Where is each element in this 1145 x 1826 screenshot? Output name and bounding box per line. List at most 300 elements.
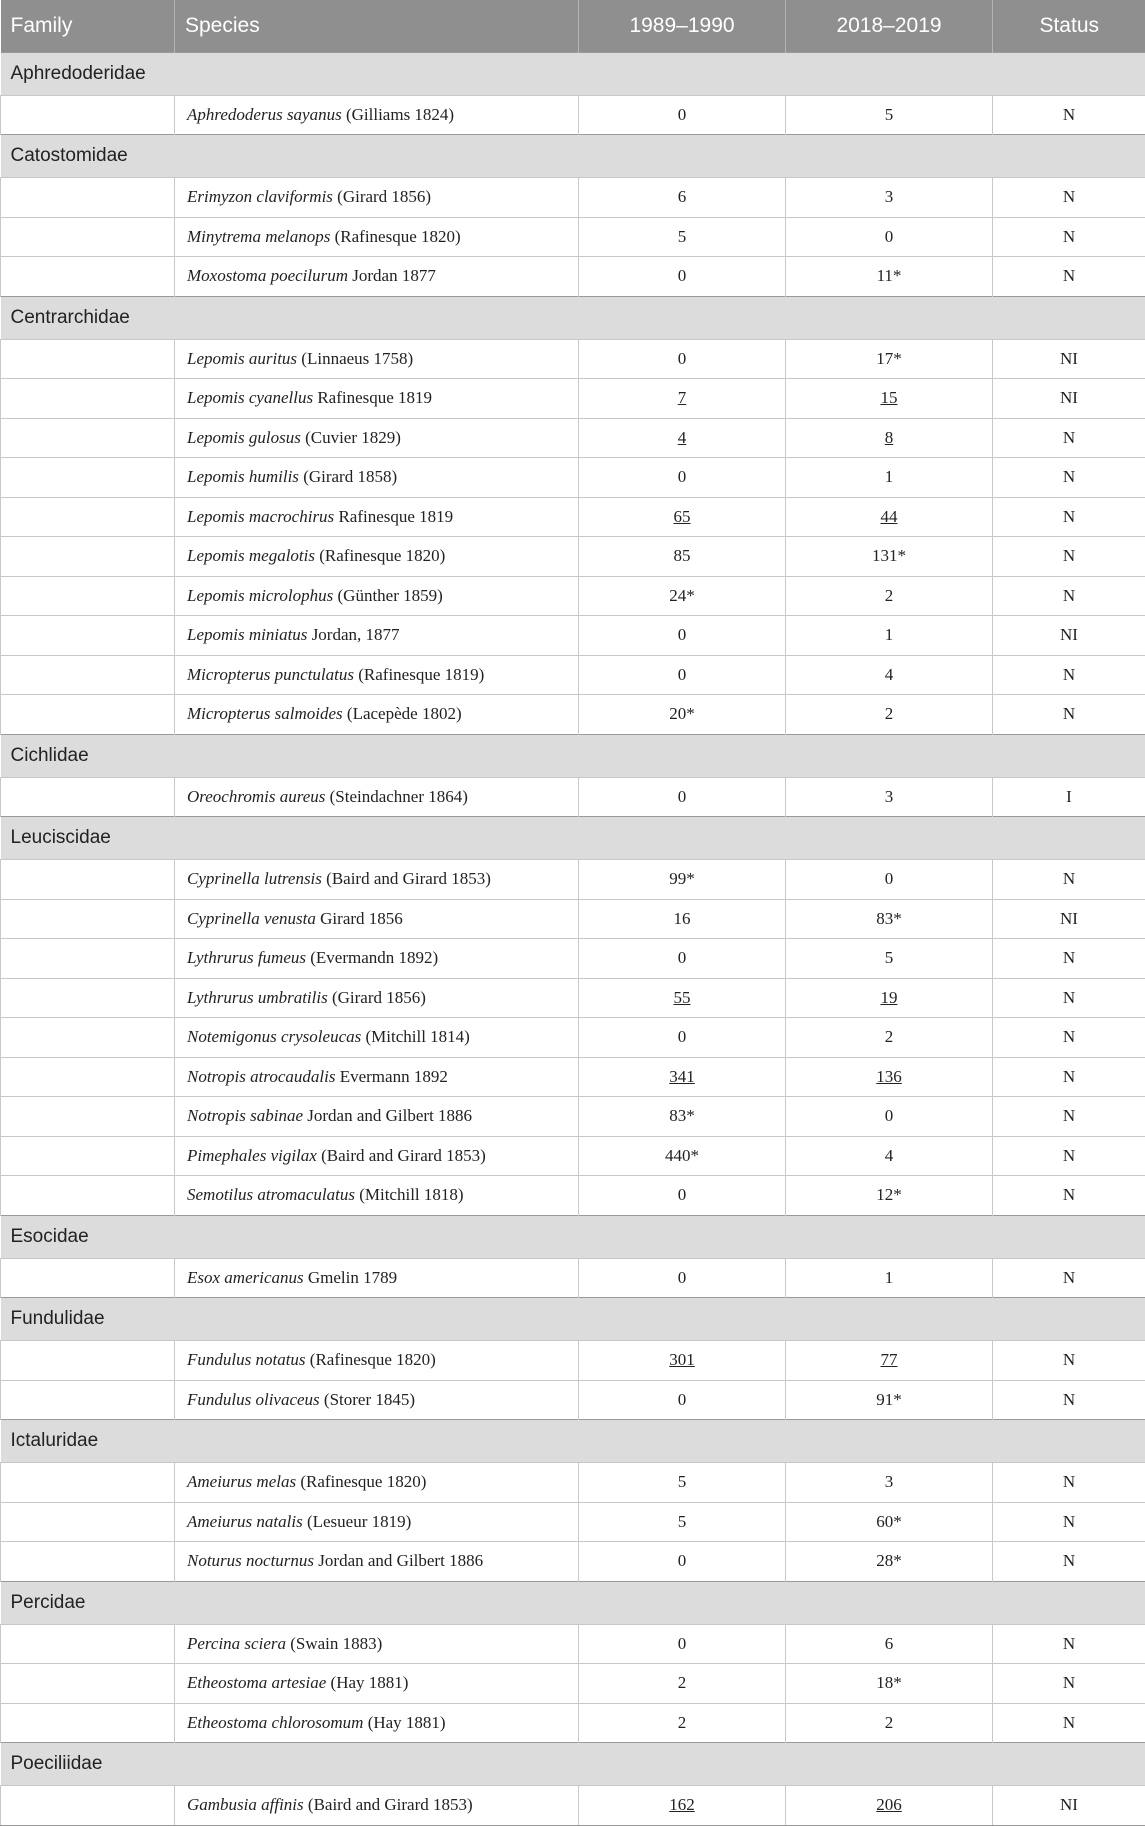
count-1989-1990: 0	[579, 1018, 786, 1058]
species-authority: (Mitchill 1814)	[365, 1027, 469, 1046]
status-cell: N	[993, 655, 1145, 695]
count-1989-1990: 5	[579, 1463, 786, 1503]
family-name: Aphredoderidae	[1, 52, 1145, 95]
species-cell	[175, 777, 579, 817]
table-row	[1, 939, 1145, 979]
count-1989-1990: 0	[579, 1542, 786, 1582]
status-cell: N	[993, 576, 1145, 616]
header-species: Species	[175, 0, 579, 52]
count-1989-1990: 162	[579, 1786, 786, 1826]
family-row	[1, 734, 1145, 777]
species-binomial: Lepomis gulosus	[187, 428, 301, 447]
table-row	[1, 339, 1145, 379]
species-authority: (Rafinesque 1819)	[358, 665, 484, 684]
species-binomial: Aphredoderus sayanus	[187, 105, 342, 124]
count-1989-1990: 55	[579, 978, 786, 1018]
count-1989-1990: 0	[579, 1176, 786, 1216]
species-authority: (Mitchill 1818)	[359, 1185, 463, 1204]
species-binomial: Oreochromis aureus	[187, 787, 325, 806]
count-2018-2019: 91*	[786, 1380, 993, 1420]
table-row	[1, 777, 1145, 817]
count-1989-1990: 0	[579, 257, 786, 297]
species-cell	[175, 418, 579, 458]
species-binomial: Cyprinella venusta	[187, 909, 316, 928]
family-cell	[1, 95, 175, 135]
count-2018-2019: 83*	[786, 899, 993, 939]
species-cell	[175, 1703, 579, 1743]
status-cell: N	[993, 257, 1145, 297]
table-row	[1, 217, 1145, 257]
species-binomial: Lepomis auritus	[187, 349, 297, 368]
status-cell: N	[993, 1542, 1145, 1582]
table-row	[1, 1136, 1145, 1176]
family-cell	[1, 616, 175, 656]
table-row	[1, 1502, 1145, 1542]
status-cell: N	[993, 1502, 1145, 1542]
count-2018-2019: 77	[786, 1341, 993, 1381]
species-binomial: Lythrurus fumeus	[187, 948, 306, 967]
species-binomial: Percina sciera	[187, 1634, 286, 1653]
count-1989-1990: 0	[579, 1258, 786, 1298]
status-cell: NI	[993, 1786, 1145, 1826]
family-cell	[1, 576, 175, 616]
status-cell: NI	[993, 339, 1145, 379]
family-name: Percidae	[1, 1581, 1145, 1624]
table-row	[1, 257, 1145, 297]
species-binomial: Gambusia affinis	[187, 1795, 304, 1814]
family-cell	[1, 939, 175, 979]
status-cell: N	[993, 1136, 1145, 1176]
status-cell: N	[993, 537, 1145, 577]
family-cell	[1, 1664, 175, 1704]
family-cell	[1, 860, 175, 900]
status-cell: N	[993, 418, 1145, 458]
family-cell	[1, 178, 175, 218]
species-authority: (Linnaeus 1758)	[301, 349, 413, 368]
table-row	[1, 1380, 1145, 1420]
header-row	[1, 0, 1145, 52]
species-binomial: Esox americanus	[187, 1268, 304, 1287]
species-authority: (Hay 1881)	[368, 1713, 446, 1732]
count-1989-1990: 16	[579, 899, 786, 939]
species-binomial: Erimyzon claviformis	[187, 187, 333, 206]
count-1989-1990: 0	[579, 458, 786, 498]
count-2018-2019: 17*	[786, 339, 993, 379]
status-cell: N	[993, 939, 1145, 979]
species-binomial: Fundulus olivaceus	[187, 1390, 320, 1409]
status-cell: N	[993, 1341, 1145, 1381]
species-cell	[175, 95, 579, 135]
count-2018-2019: 2	[786, 695, 993, 735]
species-authority: (Swain 1883)	[290, 1634, 382, 1653]
family-cell	[1, 655, 175, 695]
family-name: Ictaluridae	[1, 1420, 1145, 1463]
count-1989-1990: 0	[579, 339, 786, 379]
family-row	[1, 52, 1145, 95]
count-2018-2019: 15	[786, 379, 993, 419]
family-name: Leuciscidae	[1, 817, 1145, 860]
species-authority: Rafinesque 1819	[317, 388, 432, 407]
table-row	[1, 178, 1145, 218]
family-cell	[1, 1341, 175, 1381]
status-cell: N	[993, 95, 1145, 135]
species-cell	[175, 1664, 579, 1704]
count-1989-1990: 83*	[579, 1097, 786, 1137]
family-cell	[1, 339, 175, 379]
species-cell	[175, 978, 579, 1018]
count-1989-1990: 440*	[579, 1136, 786, 1176]
count-2018-2019: 2	[786, 576, 993, 616]
status-cell: I	[993, 777, 1145, 817]
count-1989-1990: 6	[579, 178, 786, 218]
table-row	[1, 1786, 1145, 1826]
count-2018-2019: 3	[786, 178, 993, 218]
count-1989-1990: 99*	[579, 860, 786, 900]
table-row	[1, 978, 1145, 1018]
status-cell: N	[993, 458, 1145, 498]
table-row	[1, 537, 1145, 577]
status-cell: N	[993, 1176, 1145, 1216]
table-row	[1, 1057, 1145, 1097]
table-row	[1, 418, 1145, 458]
species-authority: (Lesueur 1819)	[307, 1512, 411, 1531]
count-1989-1990: 5	[579, 217, 786, 257]
family-cell	[1, 1624, 175, 1664]
species-authority: (Gilliams 1824)	[346, 105, 454, 124]
family-cell	[1, 537, 175, 577]
species-binomial: Lepomis megalotis	[187, 546, 315, 565]
species-binomial: Ameiurus natalis	[187, 1512, 303, 1531]
species-authority: Gmelin 1789	[308, 1268, 397, 1287]
family-cell	[1, 1258, 175, 1298]
count-1989-1990: 4	[579, 418, 786, 458]
species-binomial: Micropterus salmoides	[187, 704, 343, 723]
family-cell	[1, 695, 175, 735]
family-row	[1, 817, 1145, 860]
species-cell	[175, 1463, 579, 1503]
status-cell: N	[993, 1380, 1145, 1420]
status-cell: NI	[993, 899, 1145, 939]
species-cell	[175, 1380, 579, 1420]
species-binomial: Lepomis humilis	[187, 467, 299, 486]
header-family: Family	[1, 0, 175, 52]
count-1989-1990: 341	[579, 1057, 786, 1097]
species-cell	[175, 458, 579, 498]
species-cell	[175, 576, 579, 616]
species-authority: Jordan and Gilbert 1886	[307, 1106, 472, 1125]
count-1989-1990: 0	[579, 1380, 786, 1420]
status-cell: N	[993, 1664, 1145, 1704]
species-binomial: Lepomis macrochirus	[187, 507, 334, 526]
count-2018-2019: 0	[786, 1097, 993, 1137]
count-2018-2019: 136	[786, 1057, 993, 1097]
family-cell	[1, 777, 175, 817]
table-row	[1, 860, 1145, 900]
count-2018-2019: 28*	[786, 1542, 993, 1582]
species-binomial: Lepomis microlophus	[187, 586, 333, 605]
species-authority: Jordan 1877	[352, 266, 436, 285]
count-2018-2019: 3	[786, 1463, 993, 1503]
family-name: Centrarchidae	[1, 296, 1145, 339]
count-1989-1990: 0	[579, 939, 786, 979]
status-cell: N	[993, 1097, 1145, 1137]
species-authority: (Rafinesque 1820)	[335, 227, 461, 246]
family-cell	[1, 1057, 175, 1097]
species-authority: (Hay 1881)	[331, 1673, 409, 1692]
species-authority: (Lacepède 1802)	[347, 704, 462, 723]
species-authority: (Girard 1856)	[337, 187, 431, 206]
table-row	[1, 379, 1145, 419]
status-cell: NI	[993, 379, 1145, 419]
status-cell: N	[993, 1463, 1145, 1503]
species-cell	[175, 1057, 579, 1097]
species-binomial: Etheostoma artesiae	[187, 1673, 326, 1692]
family-row	[1, 1215, 1145, 1258]
species-cell	[175, 178, 579, 218]
table-row	[1, 1018, 1145, 1058]
species-authority: (Rafinesque 1820)	[319, 546, 445, 565]
table-row	[1, 1097, 1145, 1137]
family-cell	[1, 257, 175, 297]
status-cell: N	[993, 1703, 1145, 1743]
status-cell: N	[993, 1624, 1145, 1664]
family-cell	[1, 1542, 175, 1582]
table-row	[1, 695, 1145, 735]
family-name: Poeciliidae	[1, 1743, 1145, 1786]
table-row	[1, 576, 1145, 616]
species-authority: (Girard 1856)	[332, 988, 426, 1007]
species-cell	[175, 1624, 579, 1664]
species-authority: (Rafinesque 1820)	[300, 1472, 426, 1491]
family-cell	[1, 899, 175, 939]
count-1989-1990: 65	[579, 497, 786, 537]
species-authority: Girard 1856	[320, 909, 403, 928]
family-name: Fundulidae	[1, 1298, 1145, 1341]
species-cell	[175, 1502, 579, 1542]
table-body	[1, 52, 1145, 1825]
count-1989-1990: 0	[579, 95, 786, 135]
species-binomial: Pimephales vigilax	[187, 1146, 317, 1165]
species-cell	[175, 1542, 579, 1582]
count-1989-1990: 24*	[579, 576, 786, 616]
count-1989-1990: 2	[579, 1703, 786, 1743]
family-cell	[1, 1097, 175, 1137]
species-cell	[175, 217, 579, 257]
species-binomial: Notropis atrocaudalis	[187, 1067, 335, 1086]
count-2018-2019: 19	[786, 978, 993, 1018]
header-period-1989: 1989–1990	[579, 0, 786, 52]
species-binomial: Cyprinella lutrensis	[187, 869, 322, 888]
family-cell	[1, 458, 175, 498]
table-row	[1, 95, 1145, 135]
header-status: Status	[993, 0, 1145, 52]
species-cell	[175, 1258, 579, 1298]
family-row	[1, 1581, 1145, 1624]
species-binomial: Notropis sabinae	[187, 1106, 303, 1125]
status-cell: N	[993, 978, 1145, 1018]
species-cell	[175, 655, 579, 695]
species-cell	[175, 695, 579, 735]
header-period-2018: 2018–2019	[786, 0, 993, 52]
table-row	[1, 1176, 1145, 1216]
count-2018-2019: 1	[786, 458, 993, 498]
species-cell	[175, 379, 579, 419]
species-authority: (Baird and Girard 1853)	[321, 1146, 486, 1165]
status-cell: N	[993, 1018, 1145, 1058]
species-authority: Jordan, 1877	[312, 625, 400, 644]
species-cell	[175, 616, 579, 656]
species-cell	[175, 1097, 579, 1137]
family-row	[1, 135, 1145, 178]
count-2018-2019: 5	[786, 939, 993, 979]
species-binomial: Moxostoma poecilurum	[187, 266, 348, 285]
species-authority: (Cuvier 1829)	[305, 428, 401, 447]
count-2018-2019: 60*	[786, 1502, 993, 1542]
species-authority: (Evermandn 1892)	[310, 948, 438, 967]
count-1989-1990: 85	[579, 537, 786, 577]
count-2018-2019: 8	[786, 418, 993, 458]
count-2018-2019: 44	[786, 497, 993, 537]
count-1989-1990: 0	[579, 655, 786, 695]
family-cell	[1, 379, 175, 419]
status-cell: N	[993, 860, 1145, 900]
family-cell	[1, 1786, 175, 1826]
status-cell: N	[993, 497, 1145, 537]
count-2018-2019: 18*	[786, 1664, 993, 1704]
species-cell	[175, 1786, 579, 1826]
count-2018-2019: 12*	[786, 1176, 993, 1216]
species-authority: (Rafinesque 1820)	[310, 1350, 436, 1369]
species-cell	[175, 339, 579, 379]
species-authority: (Steindachner 1864)	[330, 787, 468, 806]
species-authority: Rafinesque 1819	[338, 507, 453, 526]
family-row	[1, 296, 1145, 339]
count-2018-2019: 0	[786, 860, 993, 900]
count-1989-1990: 301	[579, 1341, 786, 1381]
table-row	[1, 655, 1145, 695]
count-2018-2019: 1	[786, 1258, 993, 1298]
family-cell	[1, 978, 175, 1018]
table-row	[1, 1542, 1145, 1582]
status-cell: N	[993, 695, 1145, 735]
species-authority: (Storer 1845)	[324, 1390, 415, 1409]
species-authority: (Baird and Girard 1853)	[308, 1795, 473, 1814]
table-row	[1, 1664, 1145, 1704]
species-cell	[175, 497, 579, 537]
count-2018-2019: 1	[786, 616, 993, 656]
status-cell: N	[993, 1057, 1145, 1097]
count-1989-1990: 0	[579, 777, 786, 817]
family-cell	[1, 1463, 175, 1503]
count-2018-2019: 2	[786, 1018, 993, 1058]
species-authority: Evermann 1892	[340, 1067, 448, 1086]
count-2018-2019: 11*	[786, 257, 993, 297]
species-cell	[175, 860, 579, 900]
species-cell	[175, 939, 579, 979]
family-cell	[1, 418, 175, 458]
species-binomial: Lepomis cyanellus	[187, 388, 313, 407]
species-authority: (Girard 1858)	[303, 467, 397, 486]
family-name: Catostomidae	[1, 135, 1145, 178]
table-row	[1, 458, 1145, 498]
species-binomial: Semotilus atromaculatus	[187, 1185, 355, 1204]
family-row	[1, 1420, 1145, 1463]
family-cell	[1, 217, 175, 257]
count-2018-2019: 3	[786, 777, 993, 817]
count-2018-2019: 5	[786, 95, 993, 135]
family-cell	[1, 1018, 175, 1058]
family-cell	[1, 1176, 175, 1216]
family-name: Cichlidae	[1, 734, 1145, 777]
count-2018-2019: 131*	[786, 537, 993, 577]
table-row	[1, 1463, 1145, 1503]
species-binomial: Lepomis miniatus	[187, 625, 307, 644]
count-2018-2019: 4	[786, 1136, 993, 1176]
count-2018-2019: 206	[786, 1786, 993, 1826]
table-row	[1, 497, 1145, 537]
species-binomial: Noturus nocturnus	[187, 1551, 314, 1570]
count-2018-2019: 4	[786, 655, 993, 695]
family-row	[1, 1743, 1145, 1786]
species-authority: (Baird and Girard 1853)	[326, 869, 491, 888]
table-row	[1, 899, 1145, 939]
count-1989-1990: 0	[579, 1624, 786, 1664]
species-authority: (Günther 1859)	[338, 586, 443, 605]
table-row	[1, 616, 1145, 656]
family-row	[1, 1298, 1145, 1341]
species-cell	[175, 1018, 579, 1058]
species-binomial: Lythrurus umbratilis	[187, 988, 328, 1007]
species-cell	[175, 257, 579, 297]
family-cell	[1, 1703, 175, 1743]
count-1989-1990: 0	[579, 616, 786, 656]
species-cell	[175, 1176, 579, 1216]
family-cell	[1, 1502, 175, 1542]
table-row	[1, 1703, 1145, 1743]
species-binomial: Minytrema melanops	[187, 227, 330, 246]
count-1989-1990: 2	[579, 1664, 786, 1704]
family-name: Esocidae	[1, 1215, 1145, 1258]
family-cell	[1, 1136, 175, 1176]
family-cell	[1, 1380, 175, 1420]
species-cell	[175, 537, 579, 577]
species-authority: Jordan and Gilbert 1886	[318, 1551, 483, 1570]
table-row	[1, 1341, 1145, 1381]
status-cell: N	[993, 178, 1145, 218]
species-binomial: Micropterus punctulatus	[187, 665, 354, 684]
species-binomial: Etheostoma chlorosomum	[187, 1713, 363, 1732]
count-1989-1990: 5	[579, 1502, 786, 1542]
count-1989-1990: 20*	[579, 695, 786, 735]
count-1989-1990: 7	[579, 379, 786, 419]
species-cell	[175, 1341, 579, 1381]
status-cell: NI	[993, 616, 1145, 656]
species-cell	[175, 1136, 579, 1176]
count-2018-2019: 6	[786, 1624, 993, 1664]
table-header	[1, 0, 1145, 52]
species-binomial: Fundulus notatus	[187, 1350, 306, 1369]
species-cell	[175, 899, 579, 939]
table-row	[1, 1258, 1145, 1298]
status-cell: N	[993, 1258, 1145, 1298]
count-2018-2019: 0	[786, 217, 993, 257]
family-cell	[1, 497, 175, 537]
species-binomial: Ameiurus melas	[187, 1472, 296, 1491]
table-row	[1, 1624, 1145, 1664]
species-binomial: Notemigonus crysoleucas	[187, 1027, 361, 1046]
status-cell: N	[993, 217, 1145, 257]
count-2018-2019: 2	[786, 1703, 993, 1743]
